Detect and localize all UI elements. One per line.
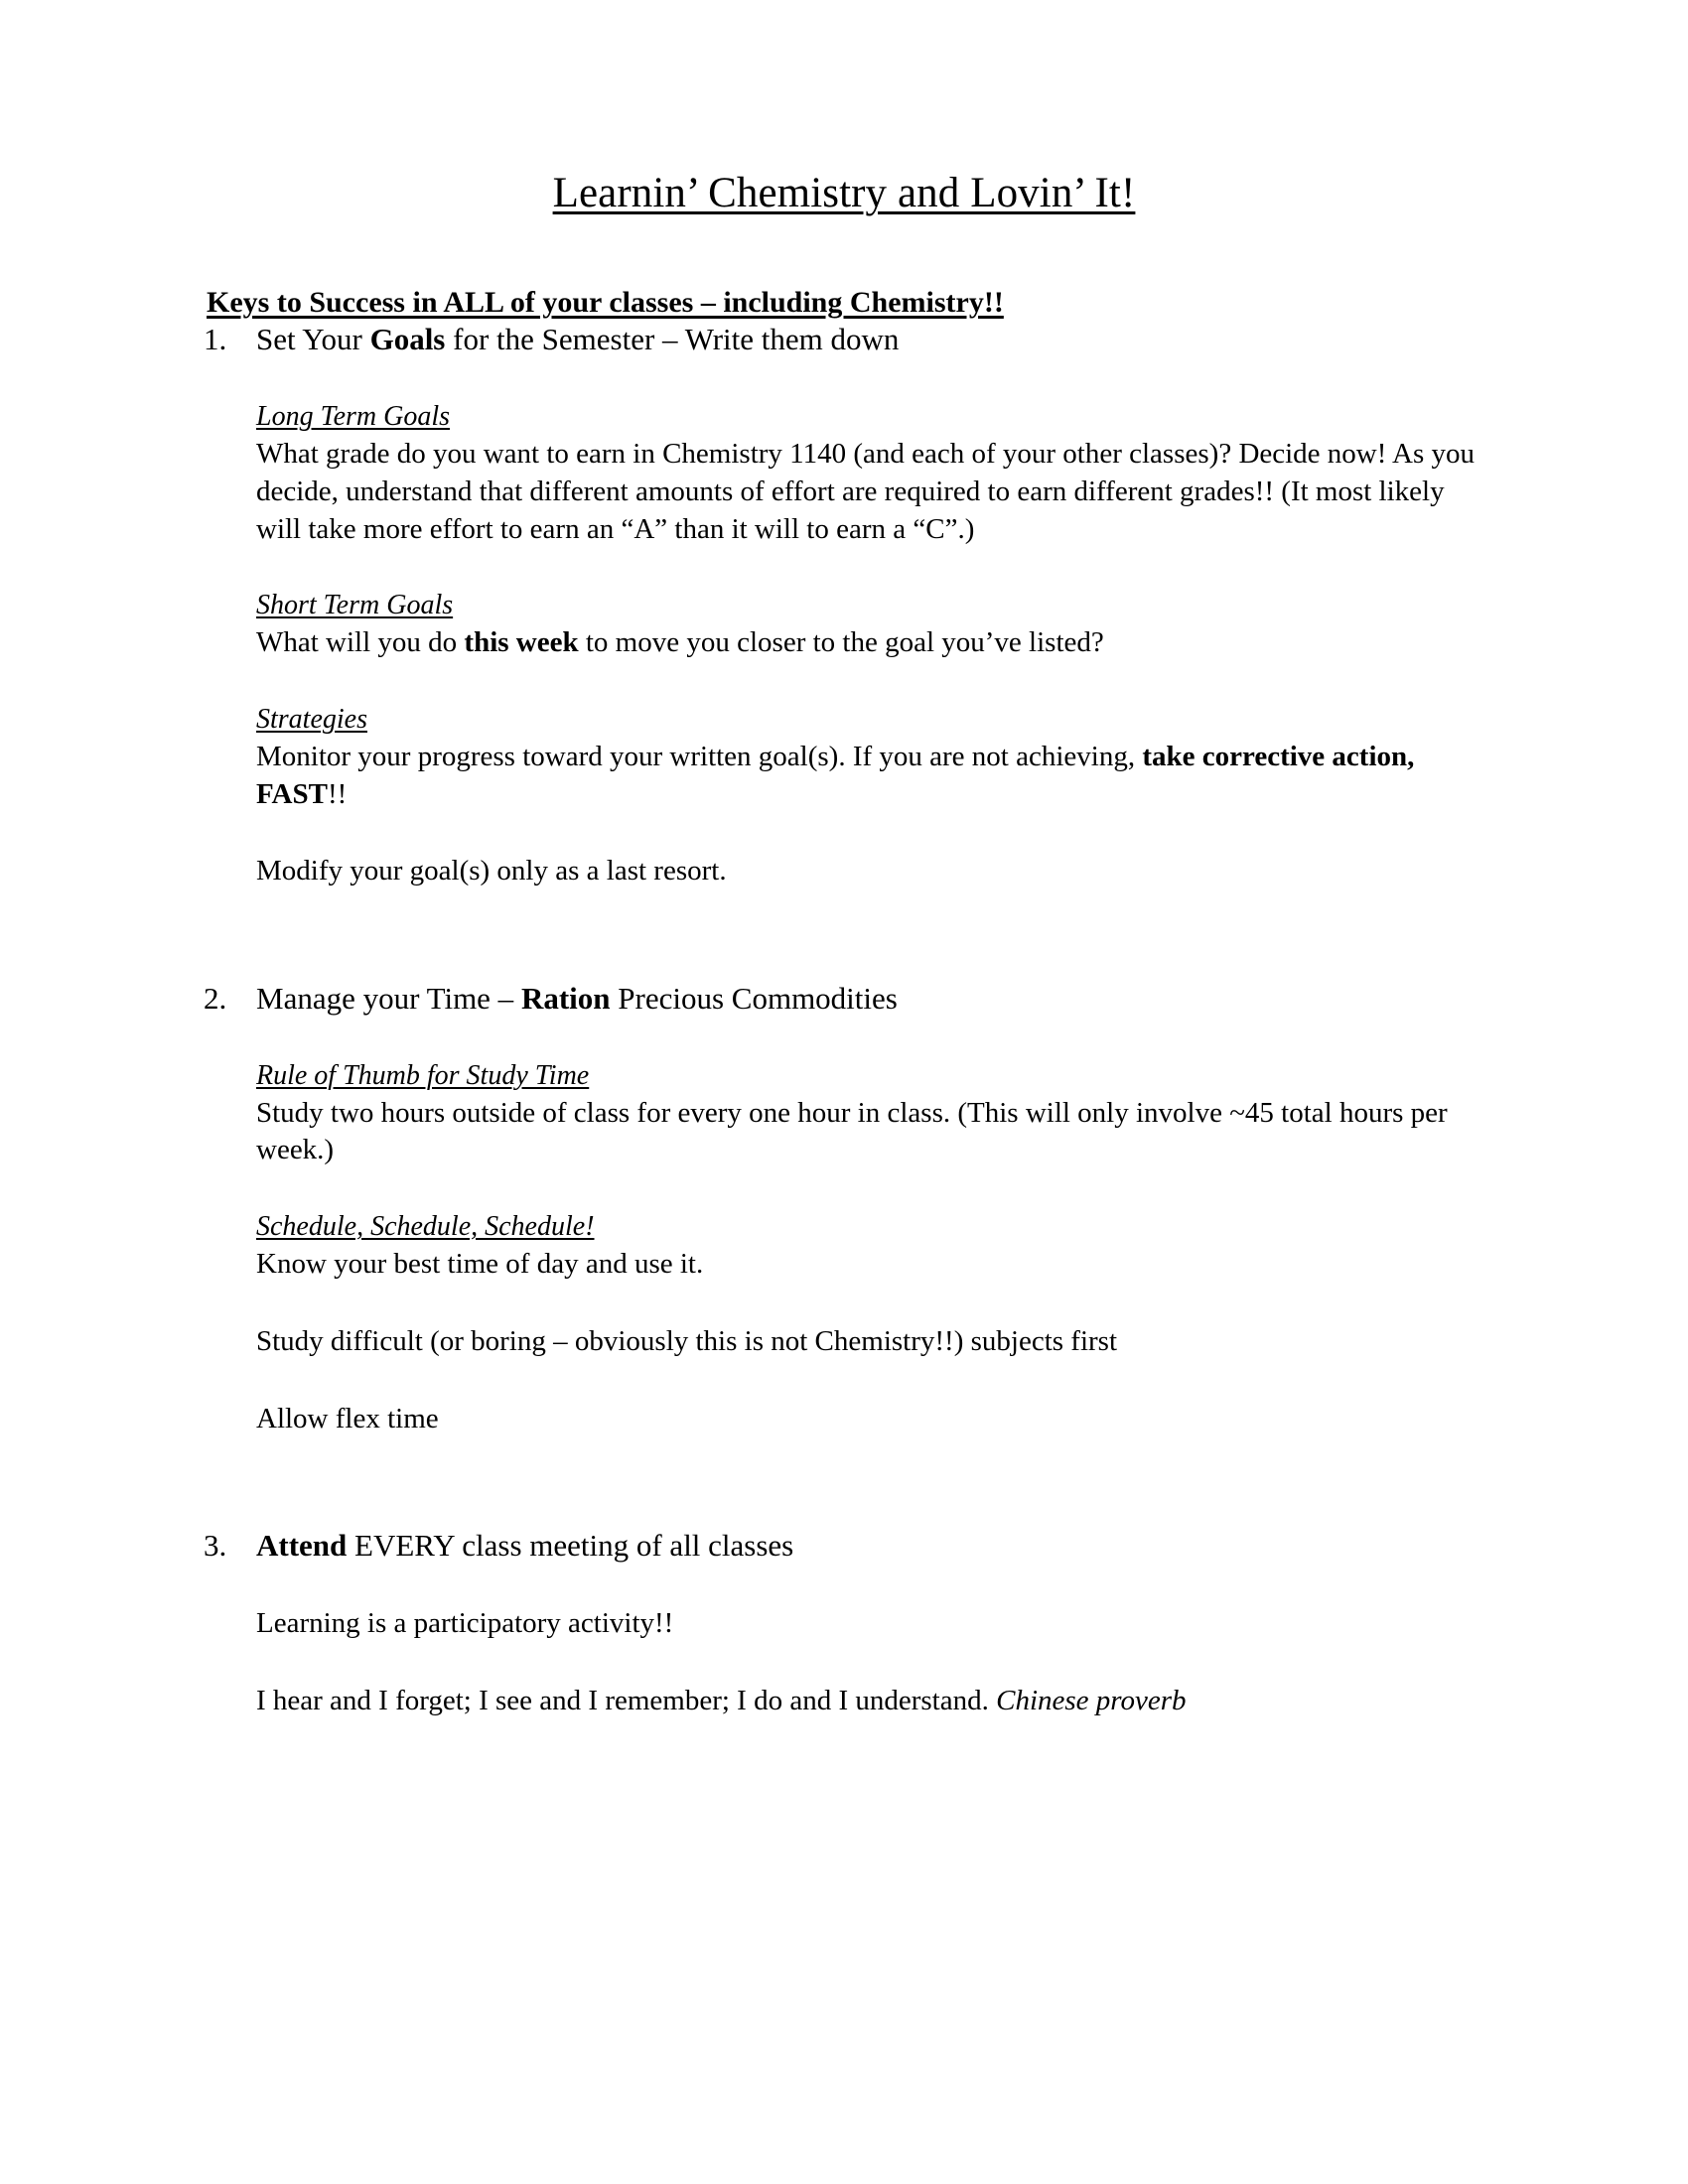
strategies-extra-paragraph: Modify your goal(s) only as a last resort. [256,855,727,887]
item-3-body [256,1605,1489,1719]
short-term-goals-paragraph [256,624,1477,662]
chinese-proverb-paragraph [256,1683,1477,1720]
item-1-heading [199,321,1489,359]
item-2-heading-emphasis: Ration [520,981,611,1016]
item-2-body [256,1058,1489,1437]
long-term-goals-paragraph: What grade do you want to earn in Chemistry 1140 (and each of your other classes)? Decide now! As you decide, understand that different amounts of effort are required to earn different grades!! (It most likely will take more effort to earn an “A” than it will to earn a “C”.) [256,438,1476,545]
item-1-heading-post: for the Semester – Write them down [445,322,900,357]
subheading-rule-of-thumb-text: Rule of Thumb for Study Time [256,1059,590,1091]
study-difficult-paragraph: Study difficult (or boring – obviously this is not Chemistry!!) subjects first [256,1324,1117,1357]
item-2-heading-post: Precious Commodities [610,981,898,1016]
schedule-paragraph: Know your best time of day and use it. [256,1248,704,1281]
subheading-long-term-goals [256,399,1489,434]
subheading-schedule-text: Schedule, Schedule, Schedule! [256,1211,595,1243]
item-3-heading-post: EVERY class meeting of all classes [347,1528,794,1564]
item-2-heading-pre: Manage your Time – [256,981,521,1016]
subheading-schedule [256,1209,1489,1244]
subheading-short-term-goals [256,588,1489,622]
item-2-heading [199,980,1489,1019]
strategies-paragraph [256,739,1477,813]
page-title [199,169,1489,217]
chinese-proverb-quote: I hear and I forget; I see and I remember; I do and I understand. [256,1684,997,1716]
item-3-heading-emphasis: Attend [256,1528,348,1564]
list-item [199,321,1489,890]
item-1-number: 1. [204,322,227,357]
participatory-activity-paragraph: Learning is a participatory activity!! [256,1606,674,1639]
item-3-heading [199,1527,1489,1566]
strategies-text-b: !! [327,777,348,810]
subheading-short-term-goals-text: Short Term Goals [256,590,454,621]
item-3-number: 3. [204,1528,227,1564]
keys-to-success-list [199,321,1489,1719]
subheading-rule-of-thumb [256,1058,1489,1093]
item-2-number: 2. [204,981,227,1016]
list-item [199,980,1489,1437]
subheading-strategies-text: Strategies [256,703,367,735]
item-1-heading-pre: Set Your [256,322,370,357]
short-term-goals-emphasis: this week [464,626,579,659]
subheading-long-term-goals-text: Long Term Goals [256,401,451,433]
section-heading [207,285,1489,321]
item-1-body [256,399,1489,890]
short-term-goals-text-b: to move you closer to the goal you’ve listed? [578,626,1104,659]
strategies-emphasis: take corrective action, FAST [256,740,1415,810]
strategies-text-a: Monitor your progress toward your written goal(s). If you are not achieving, [256,740,1143,772]
allow-flex-time-paragraph: Allow flex time [256,1402,439,1434]
page-title-text: Learnin’ Chemistry and Lovin’ It! [552,170,1136,216]
item-1-heading-emphasis: Goals [369,322,446,357]
subheading-strategies [256,702,1489,737]
rule-of-thumb-paragraph: Study two hours outside of class for every one hour in class. (This will only involve ~45 total hours per week.) [256,1096,1448,1166]
list-item [199,1527,1489,1719]
short-term-goals-text-a: What will you do [256,626,465,659]
chinese-proverb-attribution: Chinese proverb [996,1684,1187,1716]
section-heading-text: Keys to Success in ALL of your classes – including Chemistry!! [207,286,1004,320]
